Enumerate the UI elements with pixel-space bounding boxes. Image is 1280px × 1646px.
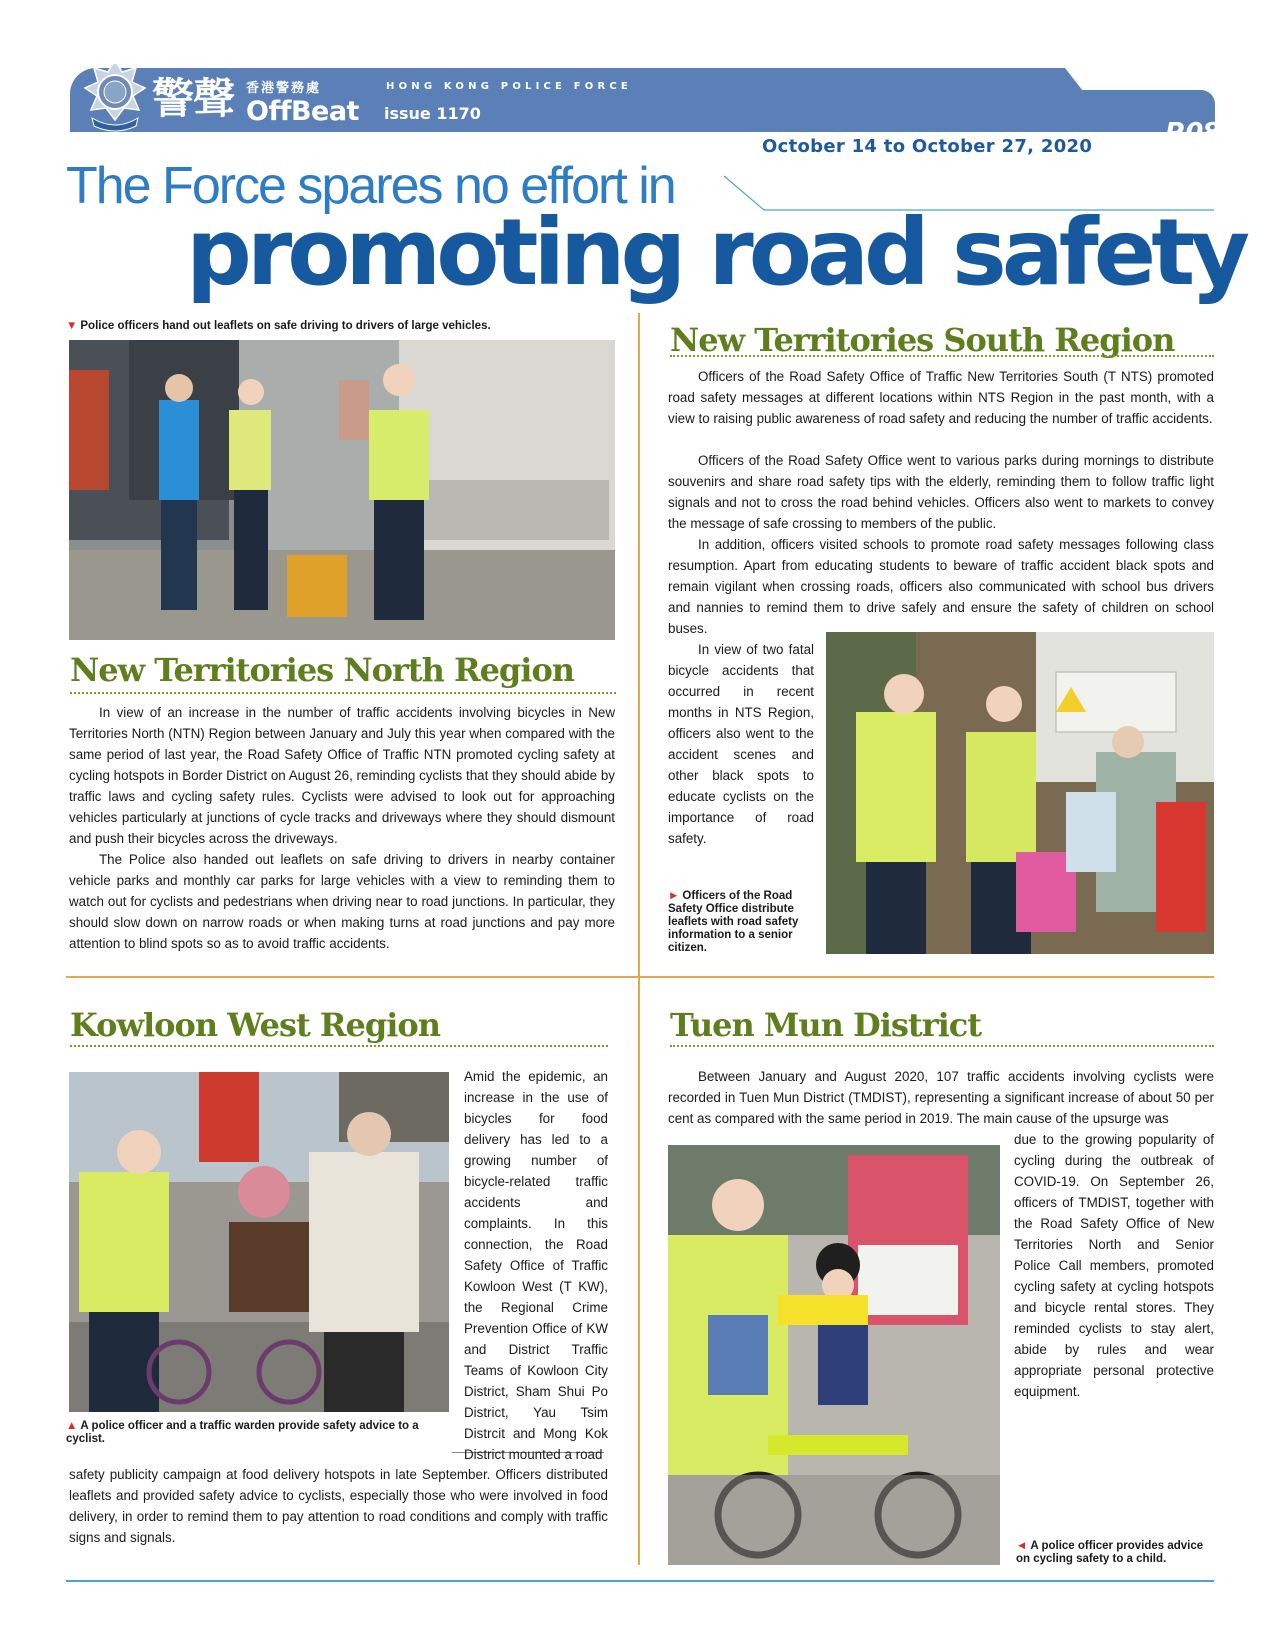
nts-title-underline (670, 355, 1214, 357)
nts-paragraph-1: Officers of the Road Safety Office of Traffic New Territories South (T NTS) promoted road safety messages at different locations within NTS Region in the past month, with a view to raising public awareness of road safety and reducing the number of traffic accidents. (668, 369, 1214, 426)
publication-name: OffBeat (246, 96, 359, 127)
department-chinese-name: 香港警務處 (246, 81, 322, 96)
force-name: HONG KONG POLICE FORCE (386, 81, 632, 92)
page-bottom-rule (66, 1580, 1214, 1582)
issue-date-range: October 14 to October 27, 2020 (762, 136, 1093, 157)
ntn-paragraph-1: In view of an increase in the number of traffic accidents involving bicycles in New Territories North (NTN) Region between January and July this year when compared with the same period of last year, the Road Safety Office of Traffic NTN promoted cycling safety at cycling hotspots in Border District on August 26, reminding cyclists that they should abide by traffic laws and cycling safety rules. Cyclists were advised to look out for approaching vehicles particularly at junctions of cycle tracks and driveways where they should dismount and push their bicycles across the driveways. (69, 705, 615, 846)
tm-section-title: Tuen Mun District (670, 1006, 981, 1044)
nts-paragraph-3: In addition, officers visited schools to promote road safety messages following class resumption. Apart from educating students to beware of traffic accident black spots and remain vigilant when crossing roads, officers also communicated with school bus drivers and nannies to remind them to drive safely and ensure the safety of children on school buses. (668, 537, 1214, 636)
nts-photo (826, 632, 1214, 954)
headline-line-2: promoting road safety (186, 199, 1246, 306)
ntn-photo-caption: ▼ Police officers hand out leaflets on safe driving to drivers of large vehicles. (66, 320, 491, 332)
tm-photo (668, 1145, 1000, 1565)
row-divider (66, 976, 1214, 978)
headline-accent-line (0, 0, 1280, 230)
triangle-left-icon: ◄ (1016, 1540, 1028, 1552)
tm-paragraph-narrow: due to the growing popularity of cycling during the outbreak of COVID-19. On September 26, officers of TMDIST, together with the Road Safety Office of New Territories North and Senior Police Call members, promoted cycling safety at cycling hotspots and bicycle rental stores. They reminded cyclists to stay alert, abide by rules and wear appropriate personal protective equipment. (1014, 1132, 1214, 1399)
ntn-section-title: New Territories North Region (70, 651, 575, 689)
chinese-title: 警聲 (152, 74, 235, 123)
ntn-title-underline (70, 692, 616, 694)
nts-paragraph-2: Officers of the Road Safety Office went to various parks during mornings to distribute souvenirs and share road safety tips with the elderly, reminding them to follow traffic light signals and not to cross the road behind vehicles. Officers also went to markets to convey the message of safe crossing to members of the public. (668, 453, 1214, 531)
kw-title-underline (70, 1045, 608, 1047)
tm-title-underline (670, 1045, 1214, 1047)
kw-photo (69, 1072, 449, 1412)
tm-paragraph-wide: Between January and August 2020, 107 traffic accidents involving cyclists were recorded in Tuen Mun District (TMDIST), representing a significant increase of about 50 per cent as compared with the same period in 2019. The main cause of the upsurge was (668, 1069, 1214, 1126)
column-divider (638, 313, 640, 1565)
issue-number: issue 1170 (384, 104, 481, 123)
headline-line-1: The Force spares no effort in (66, 157, 675, 215)
ntn-photo (69, 340, 615, 640)
kw-section-title: Kowloon West Region (70, 1006, 440, 1044)
triangle-right-icon: ► (668, 890, 680, 902)
kw-paragraph-wide: safety publicity campaign at food delivery hotspots in late September. Officers distributed leaflets and provided safety advice to cyclists, especially those who were involved in food delivery, in order to remind them to pay attention to road conditions and comply with traffic signs and signals. (69, 1467, 608, 1545)
kw-paragraph-narrow: Amid the epidemic, an increase in the use of bicycles for food delivery has led to a growing number of bicycle-related traffic accidents and complaints. In this connection, the Road Safety Office of Traffic Kowloon West (T KW), the Regional Crime Prevention Office of KW and District Traffic Teams of Kowloon City District, Sham Shui Po District, Yau Tsim Distrcit and Mong Kok District mounted a road (464, 1069, 608, 1462)
page-number: P.08 (1165, 118, 1220, 148)
nts-photo-caption: ► Officers of the Road Safety Office distribute leaflets with road safety information to a senior citizen. (668, 890, 799, 954)
tm-photo-caption: ◄ A police officer provides advice on cycling safety to a child. (1016, 1540, 1204, 1565)
triangle-up-icon: ▲ (66, 1420, 78, 1432)
kw-photo-caption: ▲ A police officer and a traffic warden provide safety advice to a cyclist. (66, 1420, 419, 1445)
triangle-down-icon: ▼ (66, 320, 78, 332)
ntn-paragraph-2: The Police also handed out leaflets on safe driving to drivers in nearby container vehicle parks and monthly car parks for large vehicles with a view to reminding them to watch out for cyclists and pedestrians when driving near to road junctions. In particular, they should slow down on narrow roads or when making turns at road junctions and pay more attention to blind spots so as to avoid traffic accidents. (69, 852, 615, 951)
nts-section-title: New Territories South Region (670, 321, 1175, 359)
nts-paragraph-4: In view of two fatal bicycle accidents that occurred in recent months in NTS Region, officers also went to the accident scenes and other black spots to educate cyclists on the importance of road safety. (668, 642, 814, 846)
